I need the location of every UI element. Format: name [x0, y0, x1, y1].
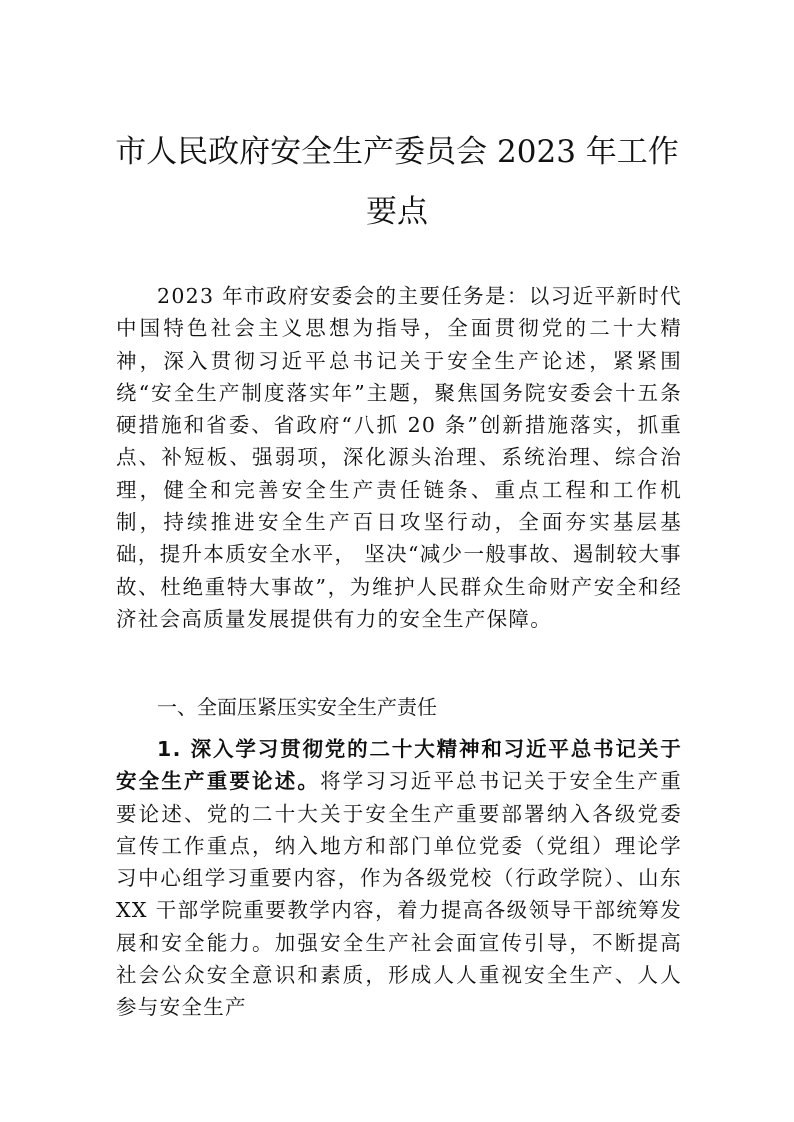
item-1-text: 将学习习近平总书记关于安全生产重要论述、党的二十大关于安全生产重要部署纳入各级党委宣传工作重点，纳入地方和部门单位党委（党组）理论学习中心组学习重要内容，作为各级党校（行政学院）、山东 XX 干部学院重要教学内容，着力提高各级领导干部统筹发展和安全能力。加强安全生产社会面宣传引导，不断提高社会公众安全意识和素质，形成人人重视安全生产、人人参与安全生产: [116, 769, 682, 1020]
section-heading-1: 一、全面压紧压实安全生产责任: [157, 695, 437, 719]
document-title: 市人民政府安全生产委员会 2023 年工作要点: [115, 134, 679, 230]
item-1-paragraph: [116, 733, 682, 1024]
intro-paragraph: 2023 年市政府安委会的主要任务是：以习近平新时代中国特色社会主义思想为指导，全面贯彻党的二十大精神，深入贯彻习近平总书记关于安全生产论述，紧紧围绕“安全生产制度落实年”主题，聚焦国务院安委会十五条硬措施和省委、省政府“八抓 20 条”创新措施落实，抓重点、补短板、强弱项，深化源头治理、系统治理、综合治理，健全和完善安全生产责任链条、重点工程和工作机制，持续推进安全生产百日攻坚行动，全面夯实基层基础，提升本质安全水平， 坚决“减少一般事故、遏制较大事故、杜绝重特大事故”，为维护人民群众生命财产安全和经济社会高质量发展提供有力的安全生产保障。: [116, 284, 682, 631]
item-1-lead: 1. 深入学习贯彻党的二十大精神和习近平总书记关于安全生产重要论述。: [116, 737, 682, 794]
